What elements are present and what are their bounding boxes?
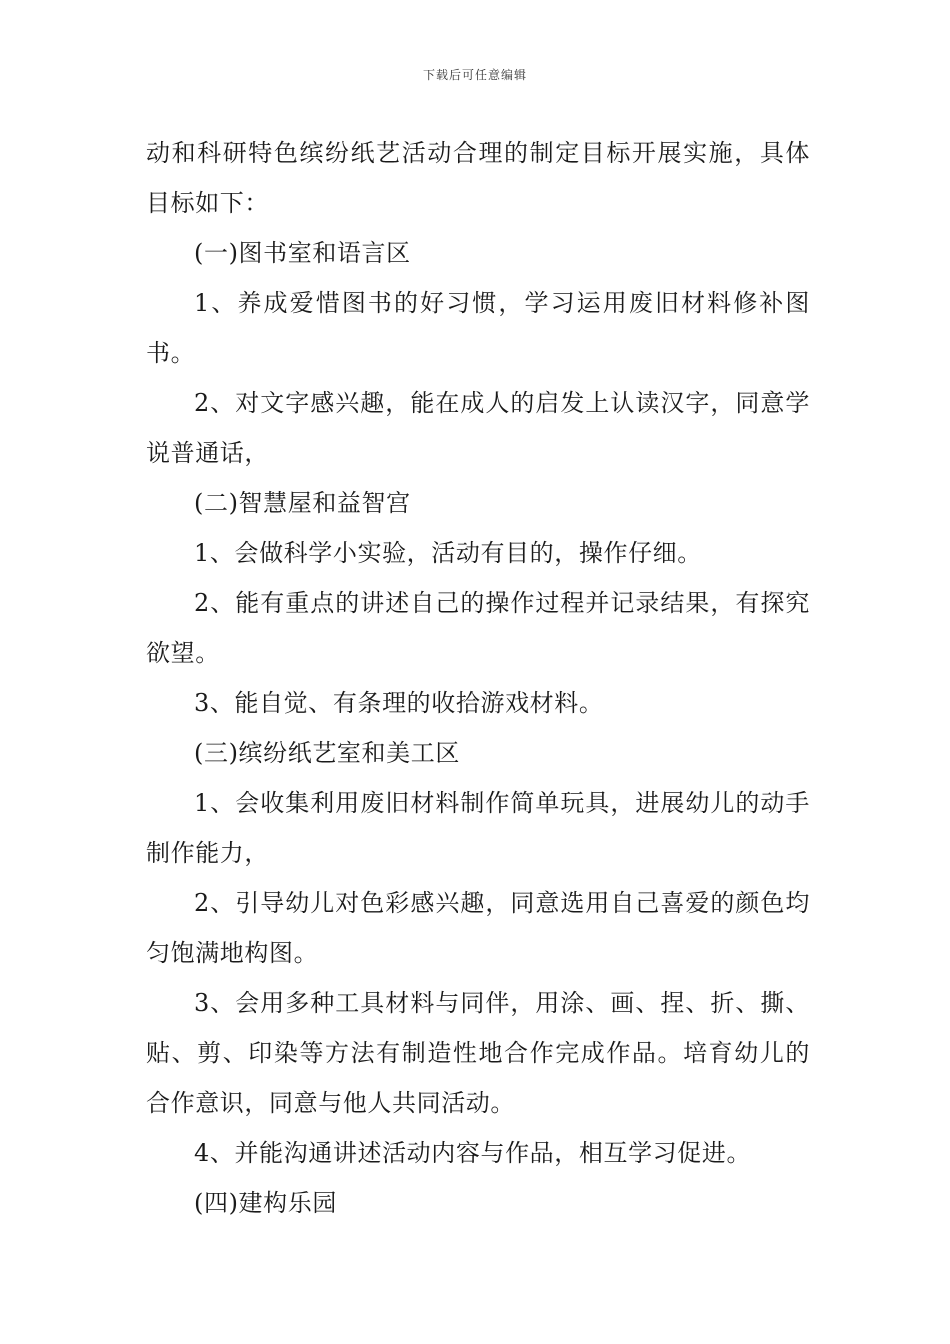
paragraph: 3、能自觉、有条理的收拾游戏材料。	[194, 689, 604, 717]
section-heading: (三)缤纷纸艺室和美工区	[194, 739, 460, 767]
paragraph: 3、会用多种工具材料与同伴，用涂、画、捏、折、撕、贴、剪、印染等方法有制造性地合作完成作品。培育幼儿的合作意识，同意与他人共同活动。	[146, 989, 810, 1117]
header-note: 下载后可任意编辑	[422, 68, 527, 82]
paragraph: 2、能有重点的讲述自己的操作过程并记录结果，有探究欲望。	[146, 589, 810, 667]
paragraph: 1、会收集利用废旧材料制作简单玩具，进展幼儿的动手制作能力，	[146, 789, 810, 867]
paragraph: 4、并能沟通讲述活动内容与作品，相互学习促进。	[194, 1139, 752, 1167]
paragraph: 2、引导幼儿对色彩感兴趣，同意选用自己喜爱的颜色均匀饱满地构图。	[146, 889, 810, 967]
paragraph: 2、对文字感兴趣，能在成人的启发上认读汉字，同意学说普通话，	[146, 389, 810, 467]
paragraph: 1、养成爱惜图书的好习惯，学习运用废旧材料修补图书。	[146, 289, 810, 367]
section-heading: (一)图书室和语言区	[194, 239, 411, 267]
section-heading: (四)建构乐园	[194, 1189, 337, 1217]
paragraph: 1、会做科学小实验，活动有目的，操作仔细。	[194, 539, 702, 567]
paragraph: 动和科研特色缤纷纸艺活动合理的制定目标开展实施，具体目标如下：	[146, 139, 810, 217]
section-heading: (二)智慧屋和益智宫	[194, 489, 411, 517]
document-body	[146, 128, 810, 1228]
